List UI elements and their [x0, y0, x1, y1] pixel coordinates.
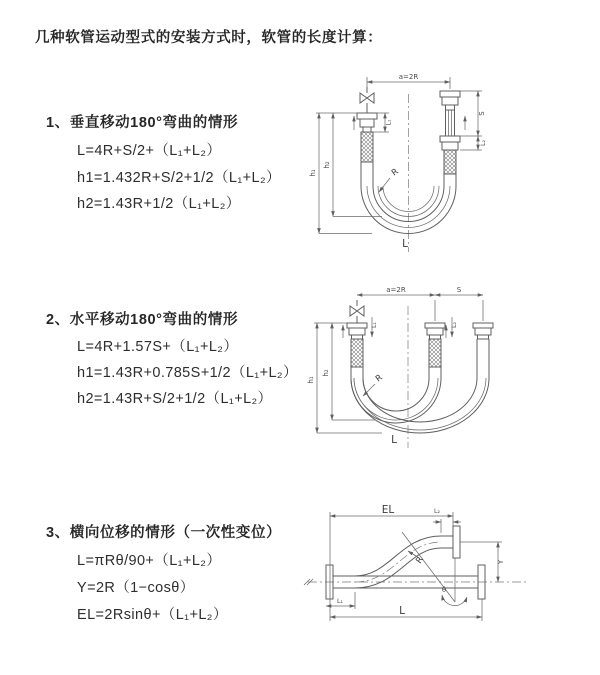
right-pipe-fitting — [473, 323, 493, 339]
section-3-heading: 3、横向位移的情形（一次性变位） — [46, 525, 282, 541]
dim-h2-label: h₂ — [322, 369, 330, 377]
section-3-formula-y: Y=2R（1−cosθ） — [77, 580, 195, 596]
length-label: L — [391, 434, 397, 446]
dim-l-label: L — [399, 605, 405, 617]
radius-label: R — [389, 166, 401, 179]
diagram-vertical-180-bend — [310, 66, 530, 262]
valve-icon — [350, 300, 364, 323]
dimension-l2 — [478, 136, 487, 150]
dimension-l2 — [433, 508, 461, 533]
hose-u-bend-position-2 — [351, 339, 489, 433]
angle-theta-construction — [402, 532, 467, 606]
valve-icon — [360, 87, 374, 113]
dim-l2-label: L₂ — [434, 508, 440, 515]
section-1-formula-l: L=4R+S/2+（L₁+L₂） — [77, 143, 222, 159]
dim-s-label: S — [456, 286, 462, 294]
radius-label: R — [373, 372, 385, 385]
left-pipe-fitting — [347, 323, 367, 367]
section-1-formula-h1: h1=1.432R+S/2+1/2（L₁+L₂） — [77, 170, 281, 186]
dim-l1-label: L₁ — [337, 598, 343, 605]
section-2-formula-h2: h2=1.43R+S/2+1/2（L₁+L₂） — [77, 391, 273, 407]
left-pipe-fitting — [357, 113, 377, 162]
diagram-lateral-displacement — [296, 500, 554, 648]
braided-section — [429, 339, 441, 367]
dim-l1-label: L₁ — [371, 322, 378, 328]
dim-l2-label: L₂ — [451, 322, 458, 328]
dim-l1-label: L₁ — [385, 119, 393, 126]
braided-section — [351, 339, 363, 367]
dimension-l — [330, 563, 482, 621]
radius-callout — [379, 167, 401, 192]
dim-y-label: Y — [497, 559, 505, 565]
section-3-formula-el: EL=2Rsinθ+（L₁+L₂） — [77, 607, 228, 623]
right-pipe-fitting — [440, 91, 460, 174]
page-title: 几种软管运动型式的安装方式时，软管的长度计算： — [35, 30, 383, 46]
section-2-formula-h1: h1=1.43R+0.785S+1/2（L₁+L₂） — [77, 365, 298, 381]
section-2-formula-l: L=4R+1.57S+（L₁+L₂） — [77, 339, 239, 355]
diagram-horizontal-180-bend — [306, 276, 544, 466]
dimension-h2 — [322, 323, 376, 420]
dimension-a2r — [357, 286, 483, 321]
section-2-heading: 2、水平移动180°弯曲的情形 — [46, 312, 239, 328]
angle-theta-label: θ — [441, 586, 447, 594]
dimension-l1 — [371, 317, 378, 337]
length-label: L — [402, 238, 408, 250]
dim-l2-label: L₂ — [480, 140, 487, 146]
dimension-s — [435, 286, 483, 295]
upper-right-flange — [441, 526, 460, 558]
dimension-a2r — [367, 73, 450, 91]
section-1-heading: 1、垂直移动180°弯曲的情形 — [46, 115, 239, 131]
dim-a2r-label: a=2R — [398, 73, 419, 81]
dim-h1-label: h₁ — [307, 376, 315, 384]
dim-h1-label: h₁ — [309, 169, 317, 177]
dim-a2r-label: a=2R — [386, 286, 406, 294]
braided-section — [361, 132, 373, 162]
dim-el-label: EL — [381, 504, 395, 516]
section-3-formula-l: L=πRθ/90+（L₁+L₂） — [77, 553, 222, 569]
radius-label: R — [414, 555, 426, 566]
dim-h2-label: h₂ — [323, 161, 331, 169]
section-1-formula-h2: h2=1.43R+1/2（L₁+L₂） — [77, 196, 241, 212]
radius-callout — [408, 551, 426, 566]
braided-section — [444, 150, 456, 174]
dimension-l2 — [451, 317, 458, 337]
dim-s-label: S — [478, 111, 486, 116]
radius-callout — [363, 373, 385, 396]
hose-s-curve — [355, 536, 441, 588]
middle-pipe-fitting — [425, 323, 445, 367]
